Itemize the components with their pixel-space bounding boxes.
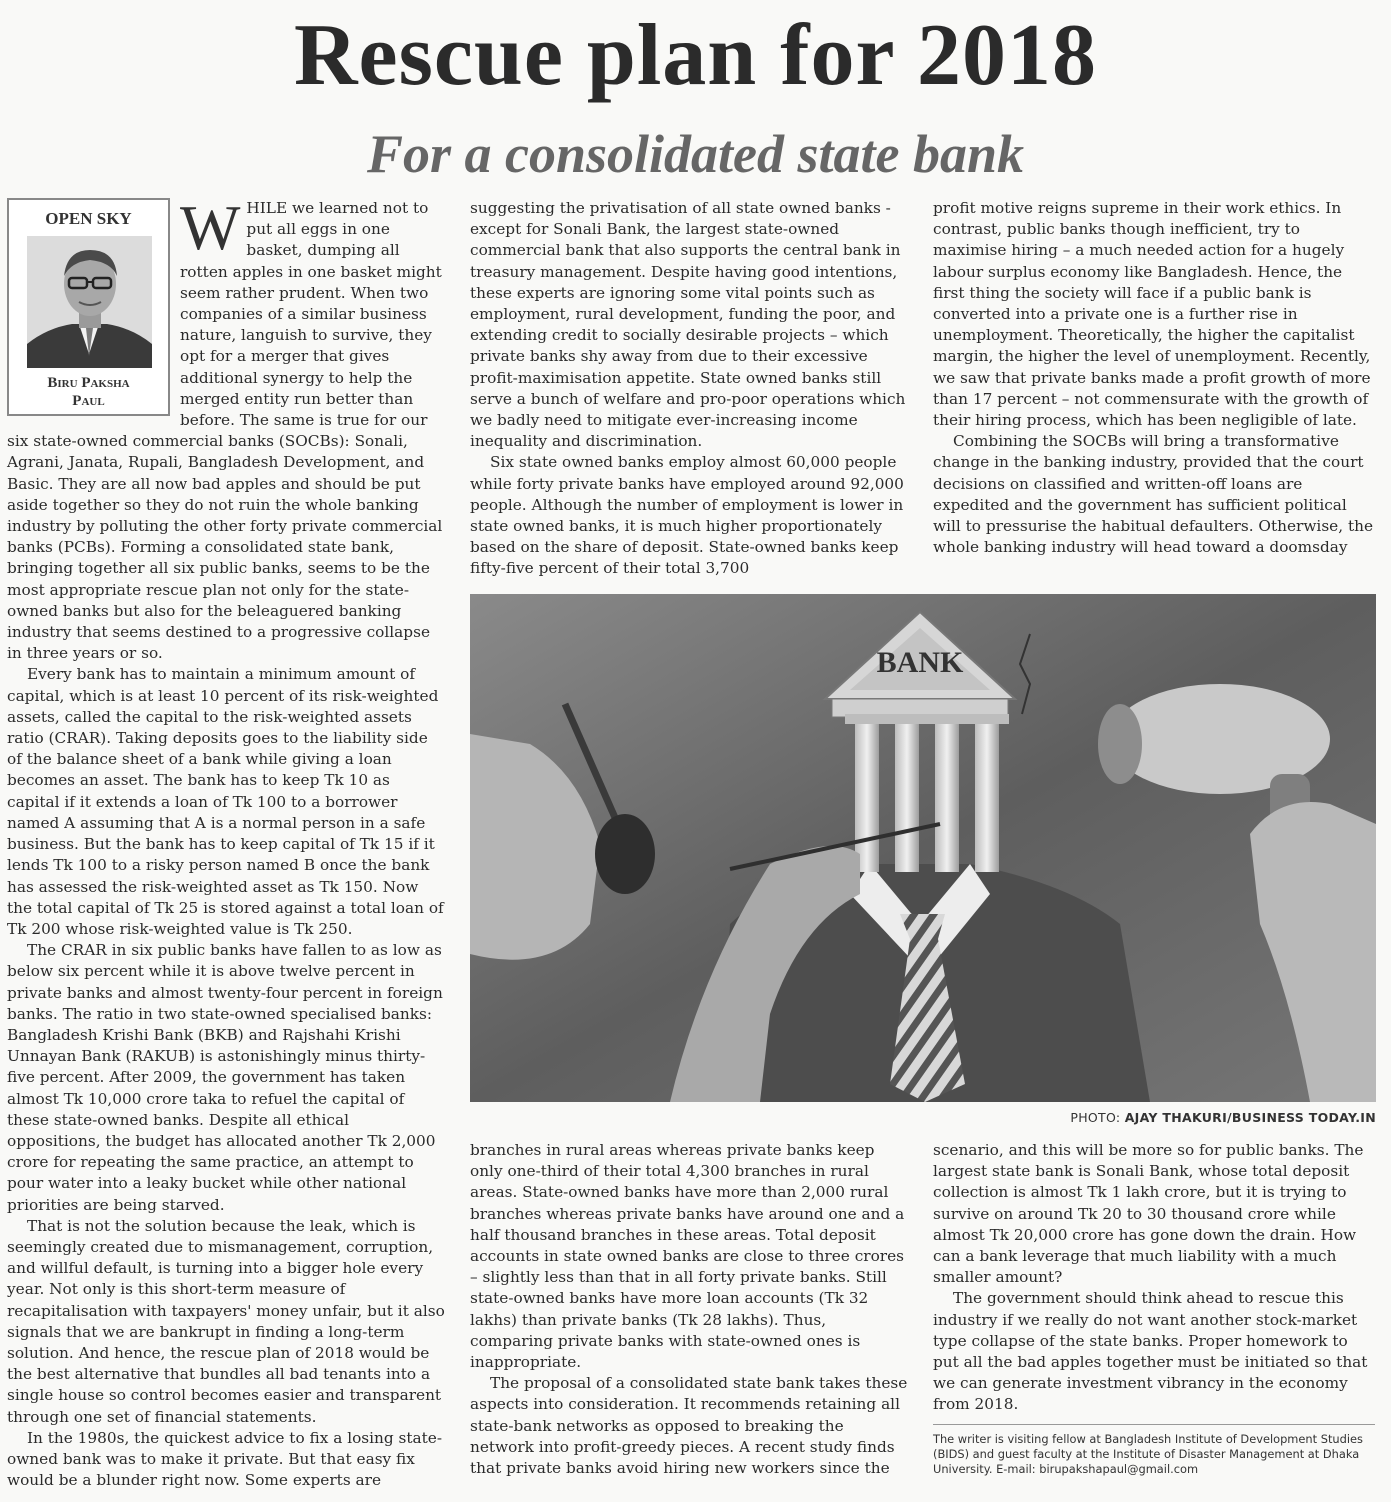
author-name-line-2: Paul xyxy=(72,393,105,409)
paragraph-text: HILE we learned not to put all eggs in one basket, dumping all rotten apples in one basket might seem rather prudent. When two companies of a similar business nature, languish to survive, they opt for a merger that gives additional synergy to help the merged entity run better than before. The same is true for our six state-owned commercial banks (SOCBs): Sonali, Agrani, Janata, Rupali, Bangladesh Development, and Basic. They are all now bad apples and should be put aside together so they do not ruin the whole banking industry by polluting the other forty private commercial banks (PCBs). Forming a consolidated state bank, bringing together all six public banks, seems to be the most appropriate rescue plan not only for the state-owned banks but also for the beleaguered banking industry that seems destined to a progressive collapse in three years or so. xyxy=(7,199,443,663)
paragraph: Six state owned banks employ almost 60,000 people while forty private banks have employed around 92,000 people. Although the number of employment is lower in state owned banks, it is much higher proportionately based on the share of deposit. State-owned banks keep fifty-five percent of their total 3,700 xyxy=(470,453,904,578)
article-column-3-top xyxy=(933,198,1375,558)
photo-credit-source: AJAY THAKURI/BUSINESS TODAY.IN xyxy=(1124,1110,1376,1125)
article-column-2-bottom xyxy=(470,1140,910,1479)
subheadline: For a consolidated state bank xyxy=(366,124,1025,184)
author-name xyxy=(9,374,168,410)
paragraph: The government should think ahead to rescue this industry if we really do not want another stock-market type collapse of the state banks. Proper homework to put all the bad apples together must be initiated so that we can generate investment vibrancy in the economy from 2018. xyxy=(933,1289,1368,1414)
paragraph: profit motive reigns supreme in their work ethics. In contrast, public banks though inefficient, try to maximise hiring – a much needed action for a hugely labour surplus economy like Bangladesh. Hence, the first thing the society will face if a public bank is converted into a private one is a further rise in unemployment. Theoretically, the higher the capitalist margin, the higher the level of unemployment. Recently, we saw that private banks made a profit growth of more than 17 percent – not commensurate with the growth of their hiring process, which has been negligible of late. xyxy=(933,199,1371,430)
paragraph: suggesting the privatisation of all state owned banks - except for Sonali Bank, the largest state-owned commercial bank that also supports the central bank in treasury management. Despite having good intentions, these experts are ignoring some vital points such as employment, rural development, funding the poor, and extending credit to socially desirable projects – which private banks shy away from due to their excessive profit-maximisation appetite. State owned banks still serve a bunch of welfare and pro-poor operations which we badly need to mitigate ever-increasing income inequality and discrimination. xyxy=(470,199,906,451)
author-bio: The writer is visiting fellow at Bangladesh Institute of Development Studies (BIDS) and guest faculty at the Institute of Disaster Management at Dhaka University. E-mail: birupakshapaul@gmail.com xyxy=(933,1432,1363,1476)
column-label: OPEN SKY xyxy=(45,209,132,228)
headline: Rescue plan for 2018 xyxy=(293,7,1098,104)
bank-makeover-illustration xyxy=(470,594,1376,1102)
photo-credit xyxy=(470,1110,1376,1125)
paragraph: scenario, and this will be more so for public banks. The largest state bank is Sonali Bank, whose total deposit collection is almost Tk 1 lakh crore, but it is trying to survive on around Tk 20 to 30 thousand crore while almost Tk 20,000 crore has gone down the drain. How can a bank leverage that much liability with a much smaller amount? xyxy=(933,1141,1364,1287)
author-name-line-1: Biru Paksha xyxy=(47,375,130,391)
paragraph: That is not the solution because the leak, which is seemingly created due to mismanagement, corruption, and willful default, is turning into a bigger hole every year. Not only is this short-term measure of recapitalisation with taxpayers' money unfair, but it also signals that we are bankrupt in finding a long-term solution. And hence, the rescue plan of 2018 would be the best alternative that bundles all bad tenants into a single house so control becomes easier and transparent through one set of financial statements. xyxy=(7,1216,445,1426)
article-column-2-top xyxy=(470,198,910,580)
paragraph: Every bank has to maintain a minimum amount of capital, which is at least 10 percent of its risk-weighted assets, called the capital to the risk-weighted assets ratio (CRAR). Taking deposits goes to the liability side of the balance sheet of a bank while giving a loan becomes an asset. The bank has to keep Tk 10 as capital if it extends a loan of Tk 100 to a borrower named A assuming that A is a normal person in a safe business. But the bank has to keep capital of Tk 15 if it lends Tk 100 to a risky person named B once the bank has assessed the risk-weighted asset as Tk 150. Now the total capital of Tk 25 is stored against a total loan of Tk 200 whose risk-weighted value is Tk 250. xyxy=(7,665,444,938)
drop-cap: W xyxy=(180,192,241,263)
bio-divider xyxy=(933,1424,1375,1425)
paragraph: The proposal of a consolidated state bank takes these aspects into consideration. It recommends retaining all state-bank networks as opposed to breaking the network into profit-greedy pieces. A recent study finds that private banks avoid hiring new workers since the xyxy=(470,1374,908,1478)
article-column-1 xyxy=(7,192,447,1491)
column-byline-box xyxy=(7,198,170,416)
paragraph: Combining the SOCBs will bring a transformative change in the banking industry, provided that the court decisions on classified and written-off loans are expedited and the government has sufficient political will to pressurise the habitual defaulters. Otherwise, the whole banking industry will head toward a doomsday xyxy=(933,432,1374,557)
author-portrait xyxy=(27,236,152,368)
article-column-3-bottom xyxy=(933,1140,1375,1416)
article-photo xyxy=(470,594,1376,1102)
paragraph: branches in rural areas whereas private banks keep only one-third of their total 4,300 branches in rural areas. State-owned banks have more than 2,000 rural branches whereas private banks have around one and a half thousand branches in these areas. Total deposit accounts in state owned banks are close to three crores – slightly less than that in all forty private banks. Still state-owned banks have more loan accounts (Tk 32 lakhs) than private banks (Tk 28 lakhs). Thus, comparing private banks with state-owned ones is inappropriate. xyxy=(470,1141,905,1372)
author-portrait-illustration xyxy=(27,236,152,368)
photo-credit-prefix: PHOTO: xyxy=(1070,1110,1125,1125)
bank-sign: BANK xyxy=(876,646,964,679)
paragraph: In the 1980s, the quickest advice to fix a losing state-owned bank was to make it private. But that easy fix would be a blunder right now. Some experts are xyxy=(7,1428,443,1490)
paragraph: The CRAR in six public banks have fallen to as low as below six percent while it is above twelve percent in private banks and almost twenty-four percent in foreign banks. The ratio in two state-owned specialised banks: Bangladesh Krishi Bank (BKB) and Rajshahi Krishi Unnayan Bank (RAKUB) is astonishingly minus thirty-five percent. After 2009, the government has taken almost Tk 10,000 crore taka to refuel the capital of these state-owned banks. Despite all ethical oppositions, the budget has allocated another Tk 2,000 crore for repeating the same practice, an attempt to pour water into a leaky bucket while other national priorities are being starved. xyxy=(7,941,443,1214)
